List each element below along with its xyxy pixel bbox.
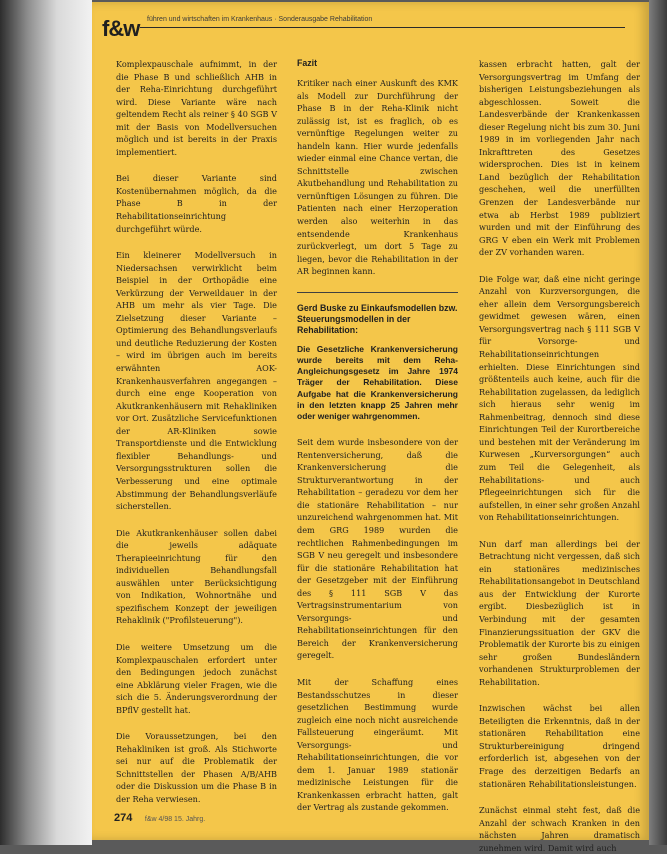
right-paragraph: Inzwischen wächst bei allen Beteiligten die Erkenntnis, daß in der stationären Rehabilitation eine Strukturbereinigung dringend erforderlich ist, abgesehen von der Frage des derzeitigen Bedarfs an stationären Rehabilitationsleistungen. [479, 703, 640, 789]
left-paragraph: Die Akutkrankenhäuser sollen dabei die jeweils adäquate Therapieeinrichtung für den individuellen Behandlungsfall auswählen unter Berücksichtigung von Indikation, Wohnortnähe und spezifischem Konzept der jeweiligen Rehaklinik ("Profilsteuerung"). [116, 527, 277, 626]
page-shadow [649, 0, 667, 845]
publication-logo: f&w [102, 16, 140, 41]
middle-paragraph: Mit der Schaffung eines Bestandsschutzes in dieser gesetzlichen Bestimmung wurde zugleich eine noch nicht ausreichende Fallsteuerung eingeräumt. Mit Versorgungs- und Rehabilitationseinrichtungen, die vor dem 1. Januar 1989 stationär medizinische Leistungen für die Krankenkassen erbracht hatten, galt der Vertrag als zustande gekommen. [297, 677, 458, 813]
issue-info: f&w 4/98 15. Jahrg. [144, 816, 206, 823]
left-paragraph: Die Voraussetzungen, bei den Rehakliniken ist groß. Als Stichworte sei nur auf die Problematik der Schnittstellen der Phasen A/B/AHB oder die Diskussion um die Phase B in der Reha verwiesen. [116, 731, 277, 804]
document-page [92, 2, 649, 853]
book-page-edge [0, 0, 92, 845]
running-title: führen und wirtschaften im Krankenhaus · Sonderausgabe Rehabilitation [147, 16, 373, 23]
right-column [479, 58, 640, 853]
right-paragraph: Nun darf man allerdings bei der Betrachtung nicht vergessen, daß sich ein stationäres medizinisches Rehabilitationsangebot in Deutschland aus der Entwicklung der Kurorte ergibt. Diesbezüglich ist in Verbindung mit der gesamten Finanzierungssituation der GKV die Problematik der Kurorte bis zu einigen sehr großen Bundesländern vorhandenen Strukturproblemen der Rehabilitation. [479, 538, 640, 687]
left-paragraph: Komplexpauschale aufnimmt, in der die Phase B und schließlich AHB in der Reha-Einrichtung durchgeführt wird. Diese Variante wäre nach geltendem Recht als reiner § 40 SGB V mit der Basis von Modellversuchen möglich und ist bereits in der Praxis implementiert. [116, 59, 277, 157]
fazit-heading: Fazit [297, 58, 318, 68]
article-lead: Die Gesetzliche Krankenversicherung wurde bereits mit dem Reha-Angleichungsgesetz im Jahre 1974 Träger der Rehabilitation. Diese Aufgabe hat die Krankenversicherung in den letzten knapp 25 Jahren mehr oder weniger wahrgenommen. [297, 343, 458, 421]
left-paragraph: Bei dieser Variante sind Kostenübernahmen möglich, da die Phase B in der Rehabilitationseinrichtung durchgeführt würde. [116, 173, 277, 234]
page-footer [114, 812, 205, 824]
middle-paragraph: Seit dem wurde insbesondere von der Rentenversicherung, daß die Krankenversicherung die Strukturverantwortung in der Rehabilitation – geradezu vor dem her die stationäre Rehabilitation – nur unzureichend wahrgenommen hat. Mit dem GRG 1989 wurden die rechtlichen Rahmenbedingungen im SGB V neu geregelt und insbesondere für die stationäre Rehabilitation hat der Gesetzgeber mit der Einführung des § 111 SGB V das Vertragsinstrumentarium von Versorgungs- und Rehabilitationseinrichtungen für den Bereich der Krankenversicherung geregelt. [297, 437, 458, 661]
section-divider [297, 292, 458, 293]
page-number: 274 [114, 812, 133, 824]
right-paragraph: kassen erbracht hatten, galt der Versorgungsvertrag im Umfang der bisherigen Leistungsbeziehungen als abgeschlossen. Soweit die Landesverbände der Krankenkassen dieser Regelung nicht bis zum 30. Juni 1989 in im vorliegenden Jahr nach Inkrafttreten des Gesetzes widersprochen. Dies ist in keinem Land bezüglich der Rehabilitation geschehen, weil die unerfüllten Grenzen der Landesverbände nur etwa ab Herbst 1989 publiziert wurden und mit der Einführung des GRG V eben ein Werk mit Problemen der ZV vorhanden waren. [479, 59, 640, 258]
right-paragraph: Zunächst einmal steht fest, daß die Anzahl der schwach Kranken in den nächsten Jahren dramatisch zunehmen wird. Damit wird auch [479, 805, 640, 853]
left-column [116, 58, 277, 804]
middle-paragraph: Kritiker nach einer Auskunft des KMK als Modell zur Durchführung der Phase B in der Reha-Klinik nicht zulässig ist, ist es fraglich, ob es vernünftige Regelungen weiter zu handeln kann. Hier wurde jedenfalls wieder einmal eine Chance vertan, die Schnittstelle zwischen Akutbehandlung und Rehabilitation zu vernünftigen Lösungen zu führen. Die Patienten nach einer Herzoperation werden also weiterhin in das entsendende Krankenhaus zurückverlegt, um dort 5 Tage zu liegen, bevor die Rehabilitation in der AR beginnen kann. [297, 78, 458, 277]
left-paragraph: Die weitere Umsetzung um die Komplexpauschalen erfordert unter den Bedingungen jedoch zunächst eine Abklärung vieler Fragen, wie die sich die 5. Änderungsverordnung der BPflV gestellt hat. [116, 641, 277, 715]
running-header [102, 14, 622, 42]
middle-column [297, 58, 458, 813]
left-paragraph: Ein kleinerer Modellversuch in Niedersachsen verwirklicht beim Beispiel in der Orthopädie eine Verkürzung der Verweildauer in der AHB um mehr als vier Tage. Die Zielsetzung dieser Variante – Optimierung des Behandlungsverlaufs und deutliche Reduzierung der Kosten – wird im übrigen auch im bereits erwähnten AOK-Krankenhausverfahren angegangen – durch eine enge Kooperation von Akutkrankenhäusern mit Rehakliniken vor Ort. Zusätzliche Servicefunktionen der AR-Kliniken sowie Transportdienste und die Entwicklung flexibler Behandlungs- und Versorgungsstrukturen sollen die Verbesserung und eine optimale Abstimmung der Behandlungsverläufe sicherstellen. [116, 250, 277, 512]
right-paragraph: Die Folge war, daß eine nicht geringe Anzahl von Kurzversorgungen, die eher allein dem Versorgungsbereich gewidmet gewesen wären, einen Versorgungsvertrag nach § 111 SGB V für Vorsorge- und Rehabilitationseinrichtungen erhielten. Diese Einrichtungen sind größtenteils auch keine, auch für die Rehabilitation zugelassen, da lediglich sich hieraus sehr wenig im Rahmenbeitrag, dennoch sind diese Einrichtungen Teil der Kurortbereiche und bestehen mit der Veränderung im Kurwesen „Kurversorgungen“ auch zum Teil die Gelegenheit, als Rehabilitations- und auch Pflegeeinrichtungen sich für die aufstellen, in einer sehr großen Anzahl von Rehabilitationseinrichtungen. [479, 273, 640, 523]
article-title: Gerd Buske zu Einkaufsmodellen bzw. Steuerungsmodellen in der Rehabilitation: [297, 302, 458, 335]
header-rule [140, 27, 625, 28]
